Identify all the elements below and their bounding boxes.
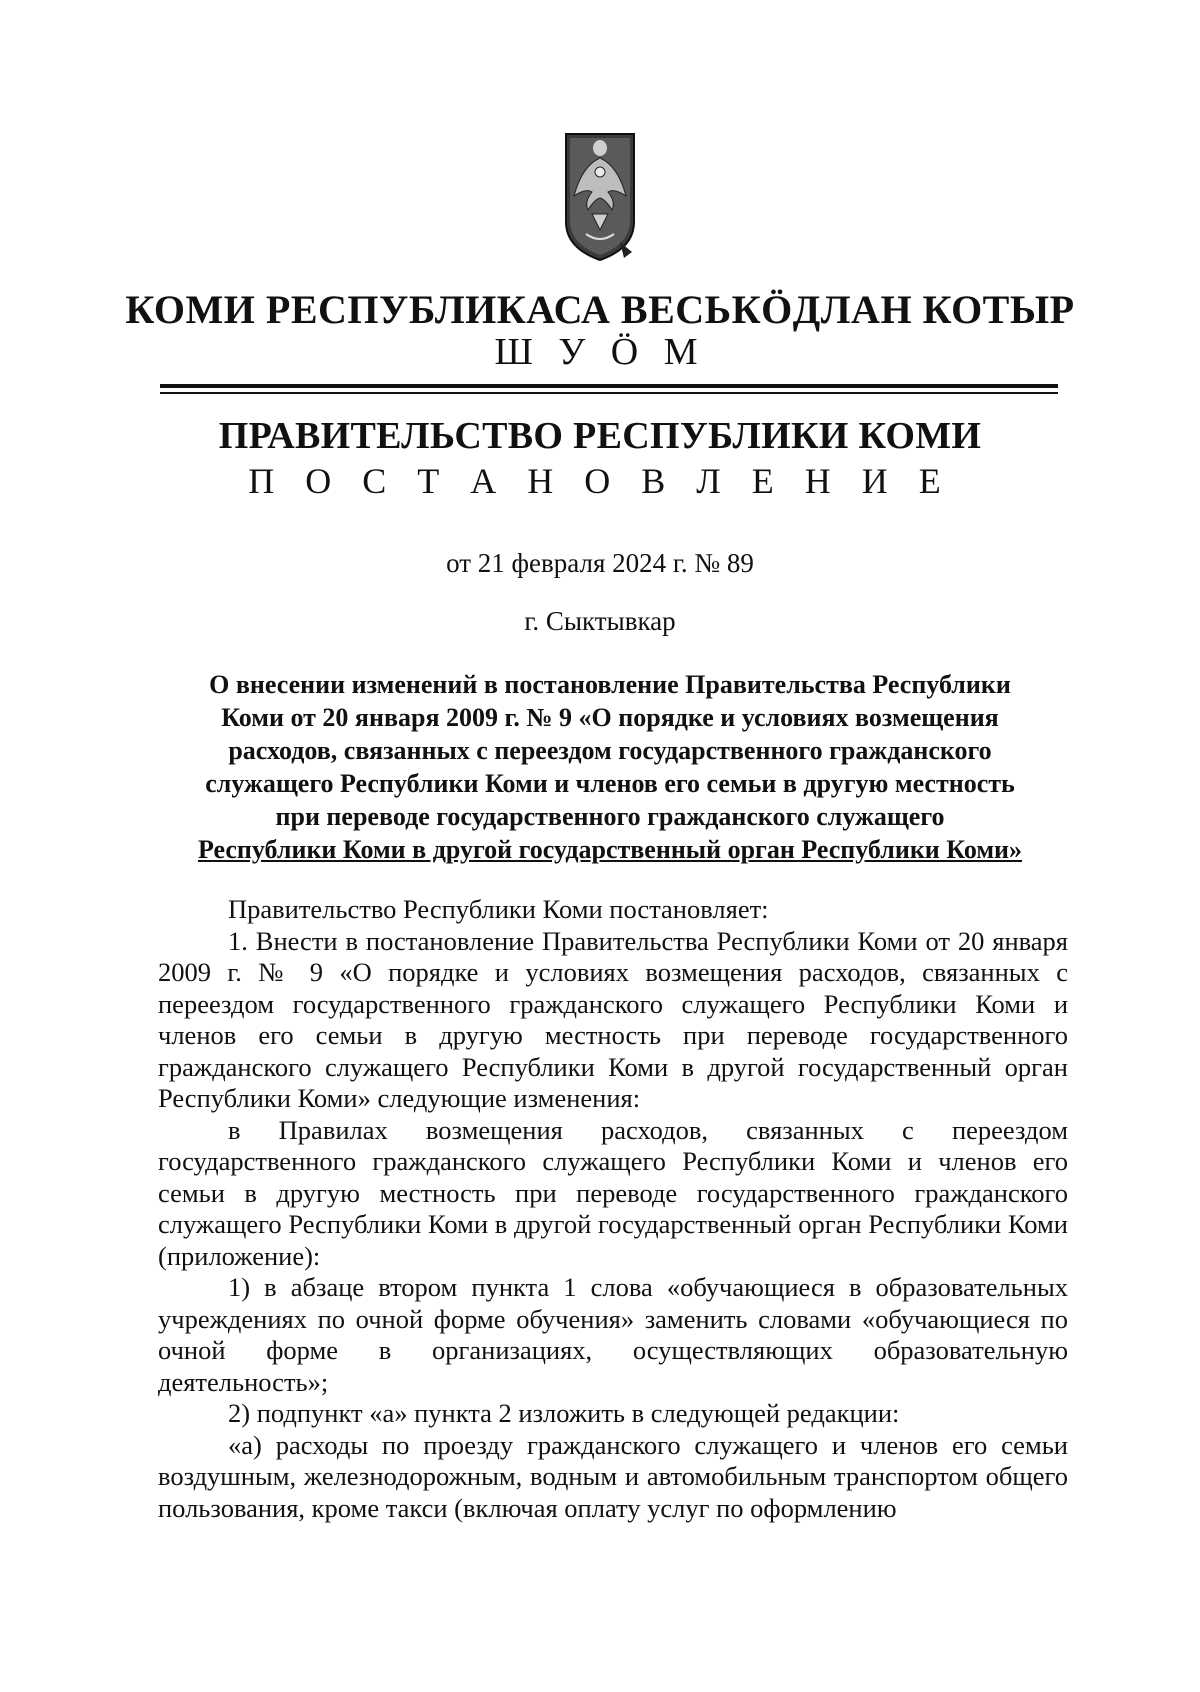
subject-line: расходов, связанных с переездом государственного гражданского bbox=[228, 736, 992, 765]
body-paragraph: 2) подпункт «а» пункта 2 изложить в следующей редакции: bbox=[228, 1398, 900, 1428]
body-paragraph: 1. Внести в постановление Правительства Республики Коми от 20 января 2009 г. № 9 «О порядке и условиях возмещения расходов, связанных с переездом государственного гражданского служащего Республики Коми и членов его семьи в другую местность при переводе государственного гражданского служащего Республики Коми в другой государственный орган Республики Коми» следующие изменения: bbox=[158, 925, 1068, 1113]
document-city: г. Сыктывкар bbox=[524, 606, 676, 636]
subject-line: служащего Республики Коми и членов его семьи в другую местность bbox=[205, 769, 1015, 798]
coat-of-arms-emblem bbox=[562, 126, 638, 264]
body-paragraph: 1) в абзаце втором пункта 1 слова «обучающиеся в образовательных учреждениях по очной форме обучения» заменить словами «обучающиеся по очной форме в организациях, осуществляющих образовательную деятельность»; bbox=[158, 1272, 1068, 1397]
header-divider-thick bbox=[160, 384, 1058, 388]
russian-document-type: П О С Т А Н О В Л Е Н И Е bbox=[248, 461, 952, 501]
subject-line: при переводе государственного гражданского служащего bbox=[275, 802, 945, 831]
subject-line-underlined: Республики Коми в другой государственный орган Республики Коми» bbox=[197, 835, 1023, 864]
russian-organization-title: ПРАВИТЕЛЬСТВО РЕСПУБЛИКИ КОМИ bbox=[218, 415, 982, 457]
body-paragraph: Правительство Республики Коми постановляет: bbox=[228, 894, 769, 924]
document-subject bbox=[150, 668, 1070, 866]
document-body bbox=[158, 894, 1068, 1524]
document-date-number: от 21 февраля 2024 г. № 89 bbox=[446, 548, 754, 578]
subject-line: О внесении изменений в постановление Правительства Республики bbox=[209, 670, 1011, 699]
body-paragraph: «а) расходы по проезду гражданского служащего и членов его семьи воздушным, железнодорожным, водным и автомобильным транспортом общего пользования, кроме такси (включая оплату услуг по оформлению bbox=[158, 1429, 1068, 1523]
komi-organization-title: КОМИ РЕСПУБЛИКАСА ВЕСЬКӦДЛАН КОТЫР bbox=[125, 287, 1075, 332]
komi-document-type: Ш У Ӧ М bbox=[494, 331, 706, 373]
header-divider-thin bbox=[160, 392, 1058, 394]
subject-line: Коми от 20 января 2009 г. № 9 «О порядке и условиях возмещения bbox=[221, 703, 999, 732]
body-paragraph: в Правилах возмещения расходов, связанных с переездом государственного гражданского служащего Республики Коми и членов его семьи в другую местность при переводе государственного гражданского служащего Республики Коми в другой государственный орган Республики Коми (приложение): bbox=[158, 1114, 1068, 1271]
